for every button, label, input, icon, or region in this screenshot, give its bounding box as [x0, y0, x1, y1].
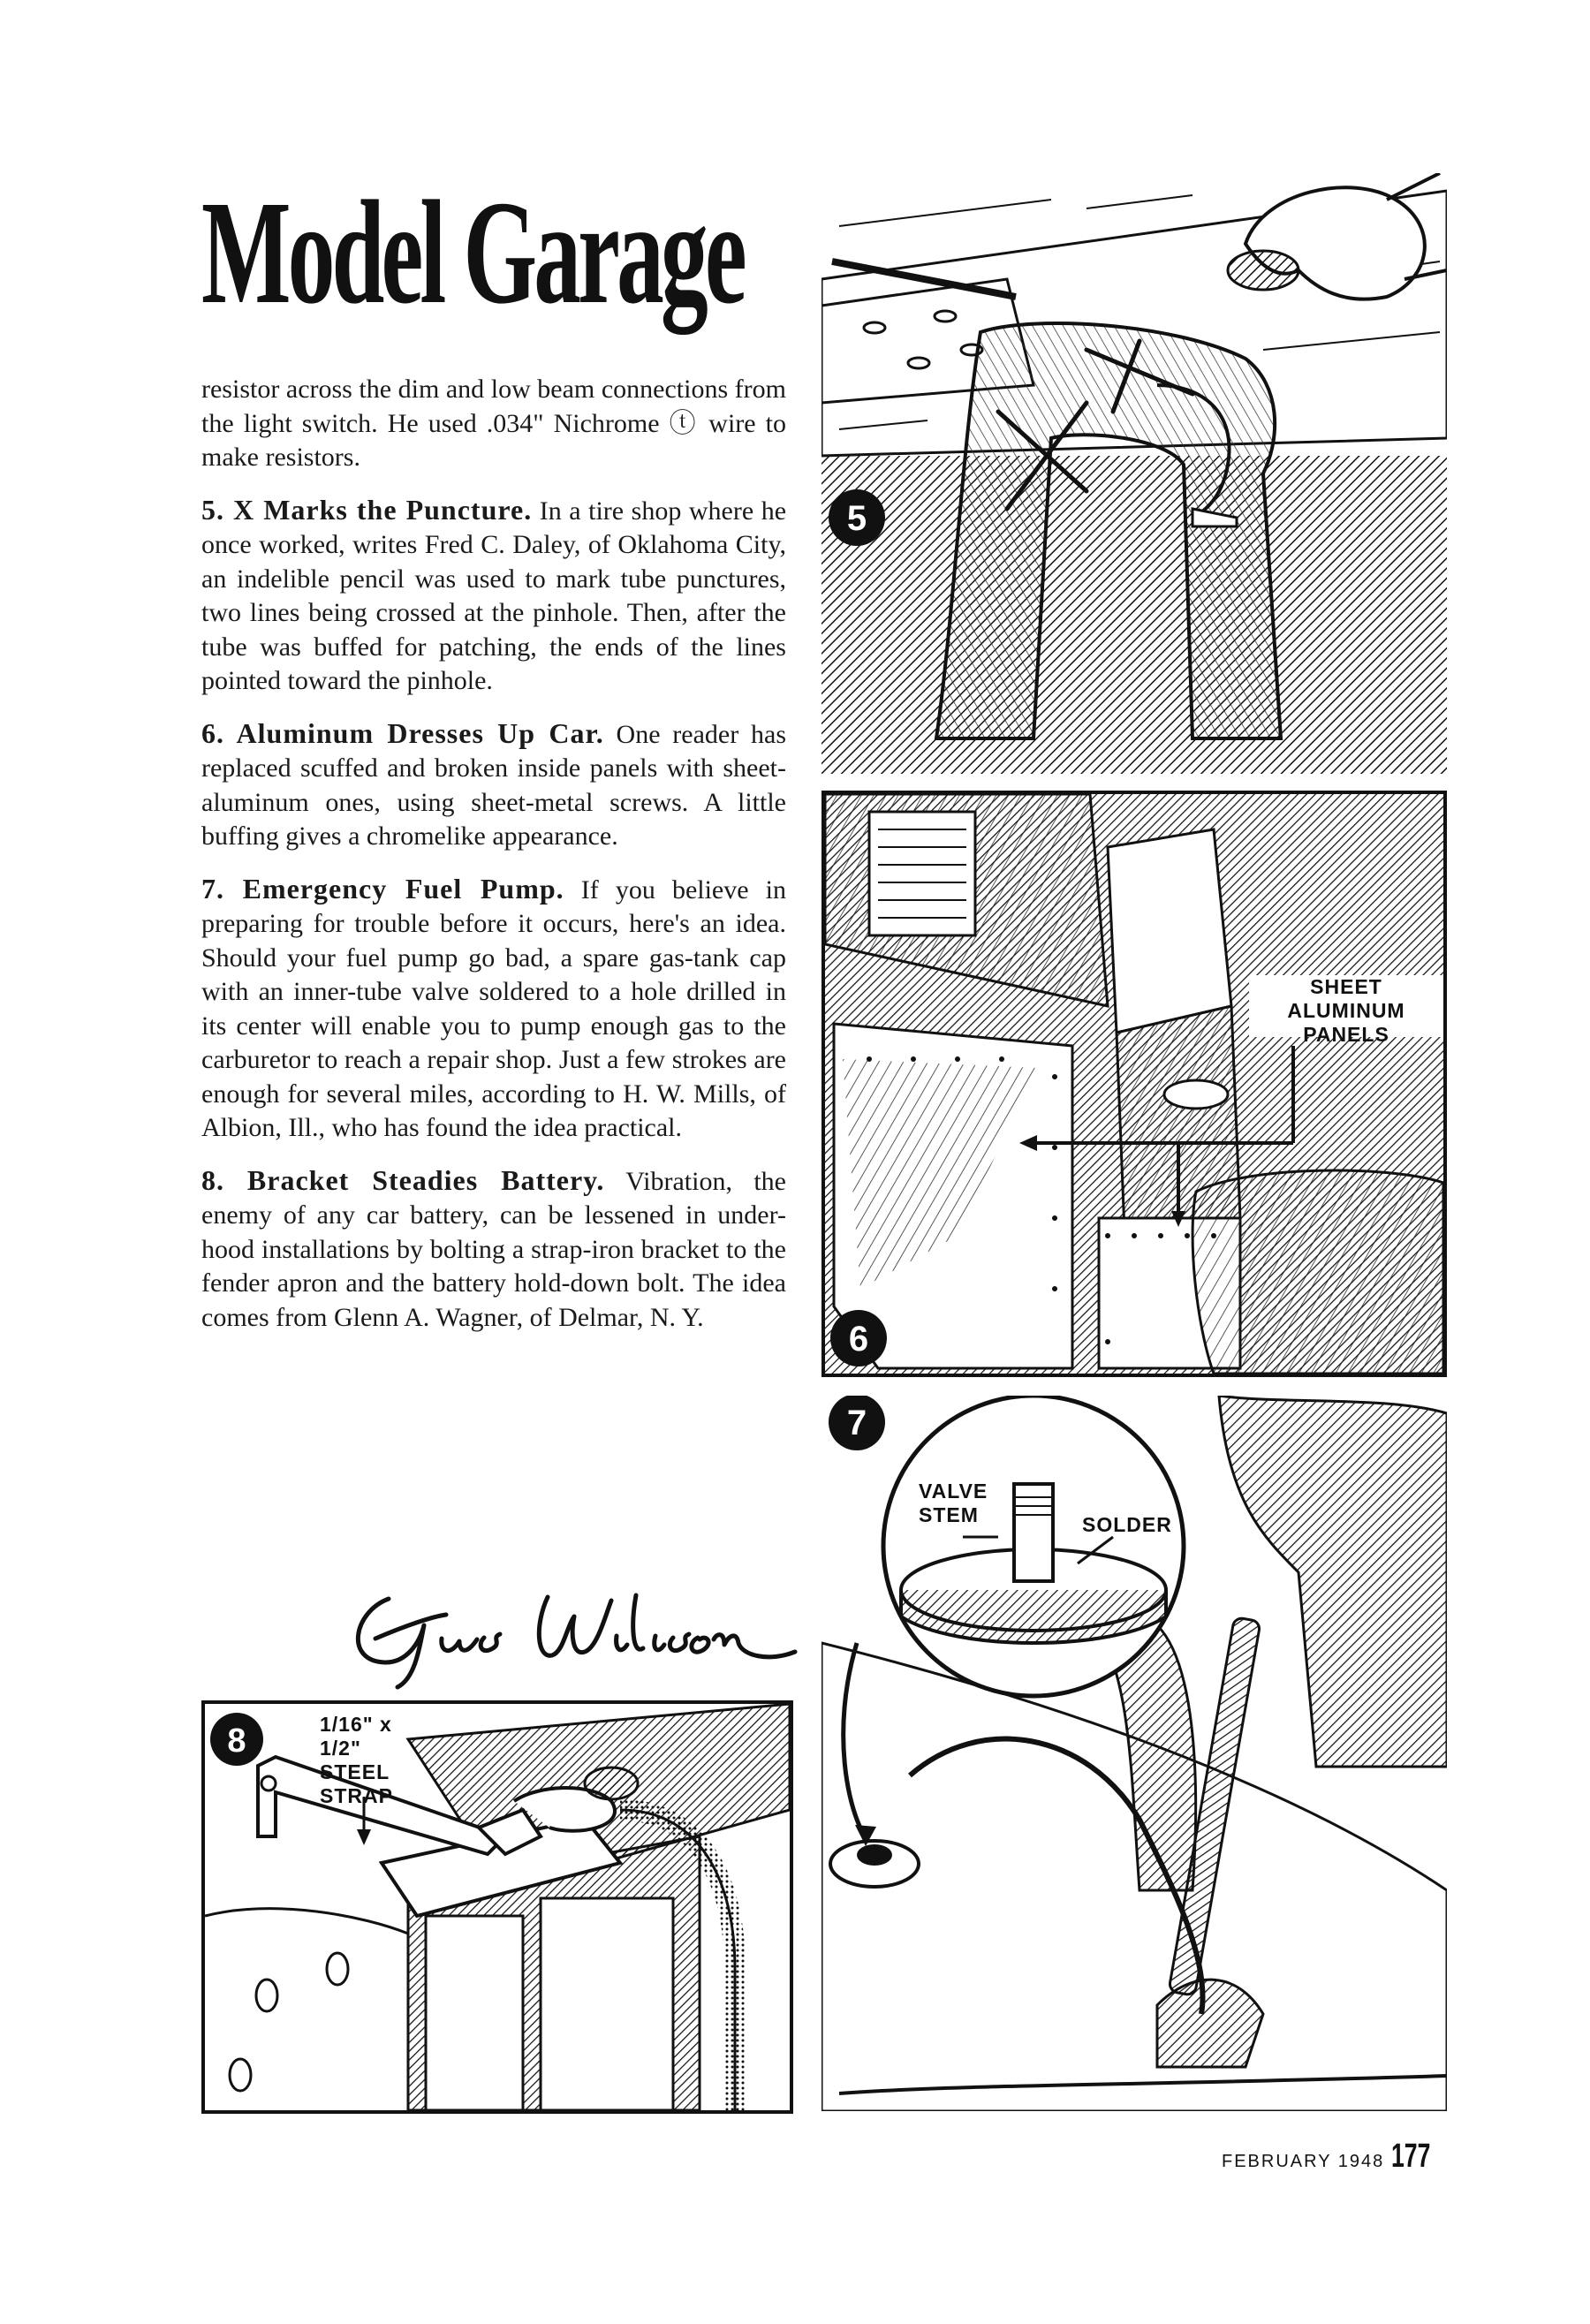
figure-number: 7 — [846, 1404, 867, 1442]
article-column — [201, 371, 786, 1352]
paragraph-heading: 6. Aluminum Dresses Up Car. — [201, 716, 604, 749]
paragraph-6 — [201, 716, 786, 854]
paragraph-text: One reader has replaced scuffed and broken inside panels with sheet-aluminum ones, using sheet-metal screws. A little buffing gives a chromelike appearance. — [201, 719, 787, 851]
figure-6-illustration — [822, 791, 1447, 1377]
paragraph-heading: 5. X Marks the Puncture. — [201, 493, 533, 526]
issue-date: FEBRUARY 1948 — [1222, 2152, 1385, 2171]
figure-8-illustration — [201, 1700, 793, 2114]
page-footer — [1222, 2138, 1451, 2176]
callout-valve-stem: VALVE STEM — [919, 1480, 988, 1526]
paragraph-text: Vibration, the enemy of any car battery, can be lessened in under-hood installations by bolting a strap-iron bracket to the fender apron and the battery hold-down bolt. The idea comes from Glenn A. Wagner, of Delmar, N. Y. — [201, 1166, 786, 1332]
callout-sheet-aluminum-panels: SHEET ALUMINUM PANELS — [1287, 975, 1405, 1046]
page-number: 177 — [1391, 2138, 1431, 2175]
paragraph-intro — [201, 371, 786, 475]
figure-number: 6 — [848, 1320, 869, 1359]
paragraph-text: If you believe in preparing for trouble before it occurs, here's an idea. Should your fuel pump go bad, a spare gas-tank cap with an inner-tube valve soldered to a hole drilled in its center will enable you to pump enough gas to the carburetor to reach a repair shop. Just a few strokes are enough for several miles, according to H. W. Mills, of Albion, Ill., who has found the idea practical. — [201, 874, 787, 1142]
figure-5-illustration — [822, 173, 1447, 774]
battery-bracket-drawing — [205, 1704, 790, 2110]
car-interior-drawing — [825, 794, 1443, 1374]
signature-gus-wilson — [336, 1563, 813, 1696]
callout-solder: SOLDER — [1082, 1513, 1172, 1536]
paragraph-heading: 8. Bracket Steadies Battery. — [201, 1163, 605, 1196]
figure-number: 5 — [846, 499, 867, 538]
tire-tube-drawing — [822, 173, 1447, 774]
figure-number: 8 — [227, 1722, 246, 1760]
paragraph-text: resistor across the dim and low beam connections from the light switch. He used .034" Nichrome ⓣ wire to make resistors. — [201, 375, 786, 472]
paragraph-7 — [201, 872, 786, 1146]
paragraph-text: In a tire shop where he once worked, writes Fred C. Daley, of Oklahoma City, an indelible pencil was used to mark tube punctures, two lines being crossed at the pinhole. Then, after the tube was buffed for patching, the ends of the lines pointed toward the pinhole. — [201, 496, 787, 695]
figure-7-illustration — [822, 1396, 1447, 2111]
callout-steel-strap: 1/16" x 1/2" STEEL STRAP — [320, 1713, 393, 1807]
paragraph-heading: 7. Emergency Fuel Pump. — [201, 872, 564, 905]
fuel-pump-drawing — [822, 1396, 1447, 2111]
page-title: Model Garage — [201, 170, 744, 335]
paragraph-5 — [201, 493, 786, 699]
paragraph-8 — [201, 1163, 786, 1336]
